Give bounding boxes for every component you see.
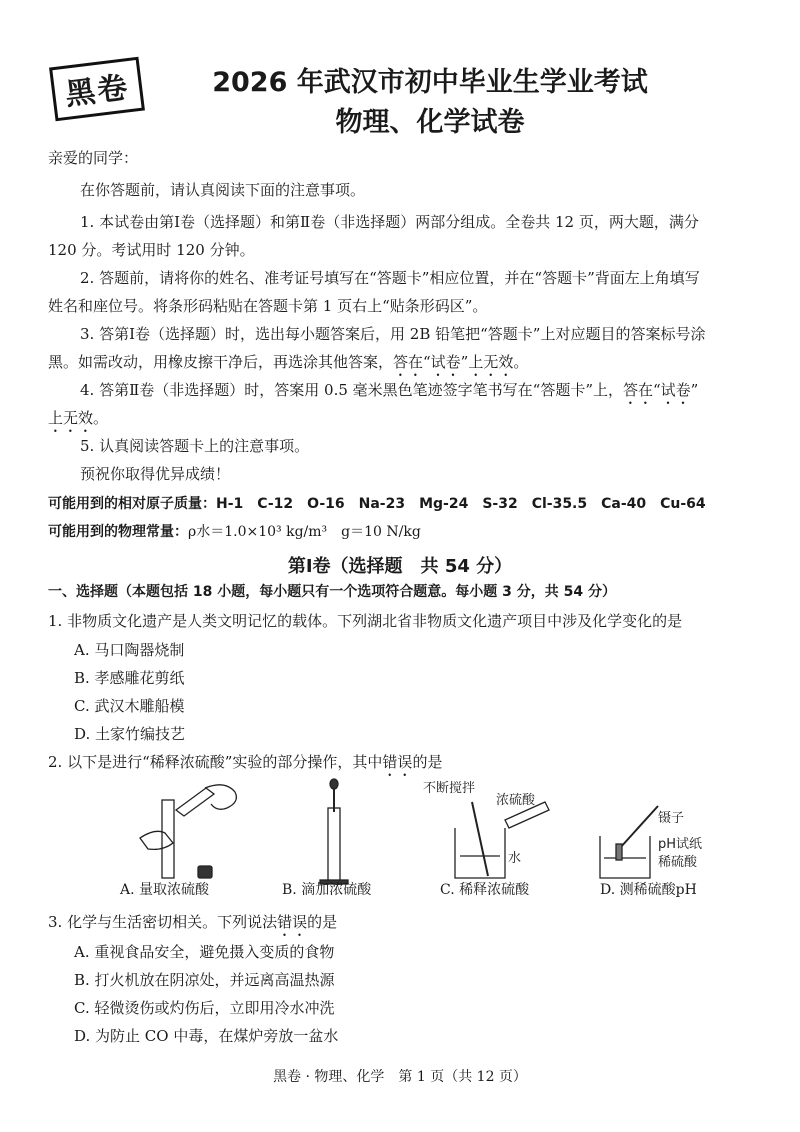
constants-line [48,522,421,542]
constants-value: ρ水＝1.0×10³ kg/m³ g＝10 N/kg [188,524,421,540]
note-1a: 1. 本试卷由第Ⅰ卷（选择题）和第Ⅱ卷（非选择题）两部分组成。全卷共 12 页，两大题，满分 [80,213,699,231]
note-3b: 黑。如需改动，用橡皮擦干净后，再选涂其他答案，答在“试卷”上无效。 [48,353,529,371]
q2-stem [48,752,442,780]
note-2b: 姓名和座位号。将条形码粘贴在答题卡第 1 页右上“贴条形码区”。 [48,297,488,315]
dropper-bulb [330,779,338,789]
label-d-ph: pH试纸 [658,837,703,852]
exam-subtitle: 物理、化学试卷 [335,107,525,138]
q3-emphasis: 错误 [277,913,308,931]
q2-caption-a: A. 量取浓硫酸 [120,882,210,898]
note-4b: 上无效。 [48,409,109,427]
note-5: 5. 认真阅读答题卡上的注意事项。 [80,437,310,455]
hand-left [140,831,173,849]
q3-option-d: D. 为防止 CO 中毒，在煤炉旁放一盆水 [74,1027,339,1045]
note-4a-text: 4. 答第Ⅱ卷（非选择题）时，答案用 0.5 毫米黑色笔迹签字笔书写在“答题卡”上， [80,381,624,399]
label-c-water: 水 [508,851,522,866]
q1-option-d: D. 土家竹编技艺 [74,725,186,743]
constants-label: 可能用到的物理常量： [48,524,188,540]
label-d-acid: 稀硫酸 [658,855,698,870]
note-4a [80,380,698,408]
greeting: 亲爱的同学： [48,149,139,167]
q2-figures [110,778,710,890]
label-c-acid: 浓硫酸 [496,793,536,808]
label-c-stir: 不断搅拌 [423,781,476,796]
note-3b-text: 黑。如需改动，用橡皮擦干净后，再选涂其他答案， [48,353,394,371]
stopper [198,866,212,878]
atomic-mass-line: 可能用到的相对原子质量：H-1 C-12 O-16 Na-23 Mg-24 S-32 Cl-35.5 Ca-40 Cu-64 [48,496,706,512]
q3-option-c: C. 轻微烫伤或灼伤后，立即用冷水冲洗 [74,999,335,1017]
q1-option-c: C. 武汉木雕船模 [74,697,185,715]
q2-caption-d: D. 测稀硫酸pH [600,882,697,898]
figure-d [600,806,658,878]
page-footer: 黑卷 · 物理、化学 第 1 页（共 12 页） [273,1069,527,1085]
q2-stem-pre: 2. 以下是进行“稀释浓硫酸”实验的部分操作，其中 [48,753,383,771]
note-4a-emphasis: 答在“试卷” [623,381,699,399]
figure-b [320,779,348,884]
q2-caption-c: C. 稀释浓硫酸 [440,882,530,898]
note-4b-emphasis: 上无效 [48,409,94,427]
cylinder-b [328,808,340,882]
q1-option-a: A. 马口陶器烧制 [74,641,185,659]
q3-stem-post: 的是 [307,913,338,931]
exam-title: 2026 年武汉市初中毕业生学业考试 [212,67,648,98]
q3-option-b: B. 打火机放在阴凉处，并远离高温热源 [74,971,335,989]
q3-stem-pre: 3. 化学与生活密切相关。下列说法 [48,913,278,931]
q1-stem: 1. 非物质文化遗产是人类文明记忆的载体。下列湖北省非物质文化遗产项目中涉及化学变化的是 [48,612,683,630]
tweezers [620,806,658,848]
q2-caption-b: B. 滴加浓硫酸 [282,882,372,898]
q3-option-a: A. 重视食品安全，避免摄入变质的食物 [74,943,335,961]
figure-a [140,785,236,878]
stir-rod [472,802,488,876]
note-2a: 2. 答题前，请将你的姓名、准考证号填写在“答题卡”相应位置，并在“答题卡”背面左上角填写 [80,269,700,287]
note-1b: 120 分。考试用时 120 分钟。 [48,241,255,259]
exam-badge: 黑卷 [49,57,145,122]
q3-stem [48,912,337,940]
bottle-a [176,788,214,816]
cylinder-a [162,800,174,878]
wish-text: 预祝你取得优异成绩！ [80,465,231,483]
q2-stem-post: 的是 [412,753,443,771]
ph-paper [616,844,622,860]
section-title: 第Ⅰ卷（选择题 共 54 分） [287,556,513,577]
q2-emphasis: 错误 [382,753,413,771]
intro-text: 在你答题前，请认真阅读下面的注意事项。 [80,181,366,199]
figure-c [455,802,549,878]
label-d-tweezers: 镊子 [658,811,685,826]
section-instructions: 一、选择题（本题包括 18 小题，每小题只有一个选项符合题意。每小题 3 分，共 54 分） [48,584,616,600]
note-3b-emphasis: 答在“试卷”上无效 [393,353,514,371]
note-3a: 3. 答第Ⅰ卷（选择题）时，选出每小题答案后，用 2B 铅笔把“答题卡”上对应题目的答案标号涂 [80,325,706,343]
q1-option-b: B. 孝感雕花剪纸 [74,669,185,687]
